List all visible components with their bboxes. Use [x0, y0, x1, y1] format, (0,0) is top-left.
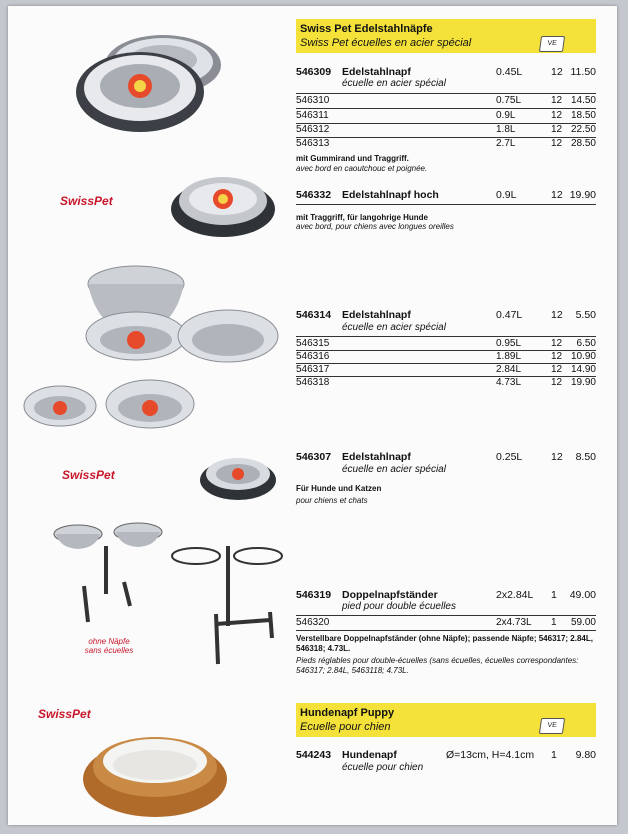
row-cell: 2x2.84L — [496, 589, 534, 601]
section-title-fr: Ecuelle pour chien — [300, 721, 391, 733]
row-cell: Ø=13cm, H=4.1cm — [446, 749, 535, 761]
row-cell: 59.00 — [570, 617, 596, 628]
section-title-fr: Swiss Pet écuelles en acier spécial — [300, 37, 472, 49]
divider — [296, 93, 596, 94]
brand-text: SwissPet — [62, 468, 115, 482]
divider — [296, 615, 596, 616]
row-cell: 12 — [551, 124, 563, 135]
product-row — [296, 749, 596, 762]
row-cell: 49.00 — [569, 589, 596, 601]
row-cell: 1 — [551, 749, 557, 761]
row-cell: 12 — [551, 377, 563, 388]
row-cell: 12 — [551, 309, 563, 321]
row-cell: 14.90 — [570, 364, 596, 375]
divider — [296, 630, 596, 631]
row-cell: Doppelnapfständer — [342, 589, 438, 601]
row-cell: 9.80 — [575, 749, 596, 761]
row-cell: 544243 — [296, 749, 332, 761]
row-cell: 12 — [551, 364, 563, 375]
row-cell: 546311 — [296, 110, 329, 121]
row-cell: 546319 — [296, 589, 332, 601]
row-cell: 546317 — [296, 364, 330, 375]
stainless-bowl-rubber-rim-image — [68, 20, 228, 140]
row-cell: 1.89L — [496, 351, 522, 362]
swisspet-logo — [60, 194, 113, 208]
row-cell: 0.25L — [496, 451, 523, 463]
row-cell: 0.47L — [496, 309, 523, 321]
row-cell: 6.50 — [576, 338, 596, 349]
note-fr: pour chiens et chats — [296, 496, 368, 505]
row-cell: 18.50 — [570, 110, 596, 121]
row-cell: 12 — [551, 110, 563, 121]
row-cell: 1 — [551, 589, 557, 601]
stainless-bowls-set-image — [18, 256, 288, 456]
row-cell: 1.8L — [496, 124, 516, 135]
stand-caption — [74, 637, 144, 655]
row-cell: 546332 — [296, 189, 332, 201]
swisspet-logo — [62, 468, 115, 482]
product-row — [296, 309, 596, 322]
caption-line: sans écuelles — [84, 646, 134, 655]
ve-badge-icon: VE — [539, 718, 565, 734]
divider — [296, 336, 596, 337]
puppy-bowl-image — [80, 721, 230, 821]
product-row — [296, 95, 596, 108]
product-row — [296, 124, 596, 137]
row-cell: 2x4.73L — [496, 617, 532, 628]
row-cell: 0.9L — [496, 110, 516, 121]
row-cell: 5.50 — [575, 309, 596, 321]
product-row — [296, 189, 596, 202]
section-title-de: Swiss Pet Edelstahlnäpfe — [300, 23, 433, 35]
row-cell: Hundenapf — [342, 749, 397, 761]
brand-text: SwissPet — [60, 194, 113, 208]
product-subtitle: pied pour double écuelles — [342, 601, 456, 612]
row-cell: 12 — [551, 138, 563, 149]
row-cell: Edelstahlnapf — [342, 309, 411, 321]
note-fr: avec bord, pour chiens avec longues oreilles — [296, 222, 454, 231]
section-title-de: Hundenapf Puppy — [300, 707, 395, 719]
row-cell: Edelstahlnapf hoch — [342, 189, 439, 201]
product-row — [296, 66, 596, 79]
row-cell: 22.50 — [570, 124, 596, 135]
row-cell: 19.90 — [569, 189, 596, 201]
row-cell: 546312 — [296, 124, 330, 135]
product-subtitle: écuelle en acier spécial — [342, 78, 446, 89]
row-cell: 546320 — [296, 617, 330, 628]
note-de: mit Gummirand und Traggriff. — [296, 154, 409, 163]
row-cell: Edelstahlnapf — [342, 451, 411, 463]
high-bowl-image — [168, 161, 278, 241]
product-row — [296, 617, 596, 630]
row-cell: 12 — [551, 351, 563, 362]
row-cell: 28.50 — [570, 138, 596, 149]
row-cell: 0.45L — [496, 66, 523, 78]
row-cell: 12 — [551, 451, 563, 463]
row-cell: 14.50 — [570, 95, 596, 106]
brand-text: SwissPet — [38, 707, 91, 721]
row-cell: 546307 — [296, 451, 332, 463]
row-cell: 10.90 — [570, 351, 596, 362]
row-cell: 546318 — [296, 377, 330, 388]
divider — [296, 108, 596, 109]
row-cell: 4.73L — [496, 377, 522, 388]
row-cell: Edelstahlnapf — [342, 66, 411, 78]
ve-badge-icon: VE — [539, 36, 565, 52]
row-cell: 546310 — [296, 95, 330, 106]
caption-line: ohne Näpfe — [88, 637, 130, 646]
row-cell: 12 — [551, 66, 563, 78]
note-de: Verstellbare Doppelnapfständer (ohne Näpfe); passende Näpfe; 546317; 2.84L, 546318; 4.73L. — [296, 634, 593, 653]
row-cell: 546315 — [296, 338, 330, 349]
row-cell: 546313 — [296, 138, 330, 149]
catalog-page — [8, 6, 617, 825]
row-cell: 0.95L — [496, 338, 522, 349]
row-cell: 2.84L — [496, 364, 522, 375]
note-de: mit Traggriff, für langohrige Hunde — [296, 213, 428, 222]
swisspet-logo — [38, 707, 91, 721]
product-subtitle: écuelle en acier spécial — [342, 464, 446, 475]
row-cell: 1 — [551, 617, 557, 628]
product-row — [296, 110, 596, 123]
row-cell: 11.50 — [570, 66, 596, 78]
product-row — [296, 377, 596, 390]
small-bowl-image — [198, 448, 278, 503]
product-row — [296, 138, 596, 151]
row-cell: 546316 — [296, 351, 330, 362]
row-cell: 546309 — [296, 66, 332, 78]
row-cell: 12 — [551, 95, 563, 106]
note-fr: avec bord en caoutchouc et poignée. — [296, 164, 428, 173]
product-subtitle: écuelle en acier spécial — [342, 322, 446, 333]
row-cell: 546314 — [296, 309, 332, 321]
note-de: Für Hunde und Katzen — [296, 484, 382, 493]
row-cell: 0.75L — [496, 95, 522, 106]
divider — [296, 204, 596, 205]
row-cell: 8.50 — [575, 451, 596, 463]
product-row — [296, 451, 596, 464]
row-cell: 12 — [551, 338, 563, 349]
row-cell: 19.90 — [570, 377, 596, 388]
product-subtitle: écuelle pour chien — [342, 762, 424, 773]
note-fr: Pieds réglables pour double-écuelles (sans écuelles, écuelles correspondantes: 546317; 2.84L, 5463118; 4.73L. — [296, 656, 579, 675]
row-cell: 2.7L — [496, 138, 516, 149]
row-cell: 0.9L — [496, 189, 517, 201]
row-cell: 12 — [551, 189, 563, 201]
